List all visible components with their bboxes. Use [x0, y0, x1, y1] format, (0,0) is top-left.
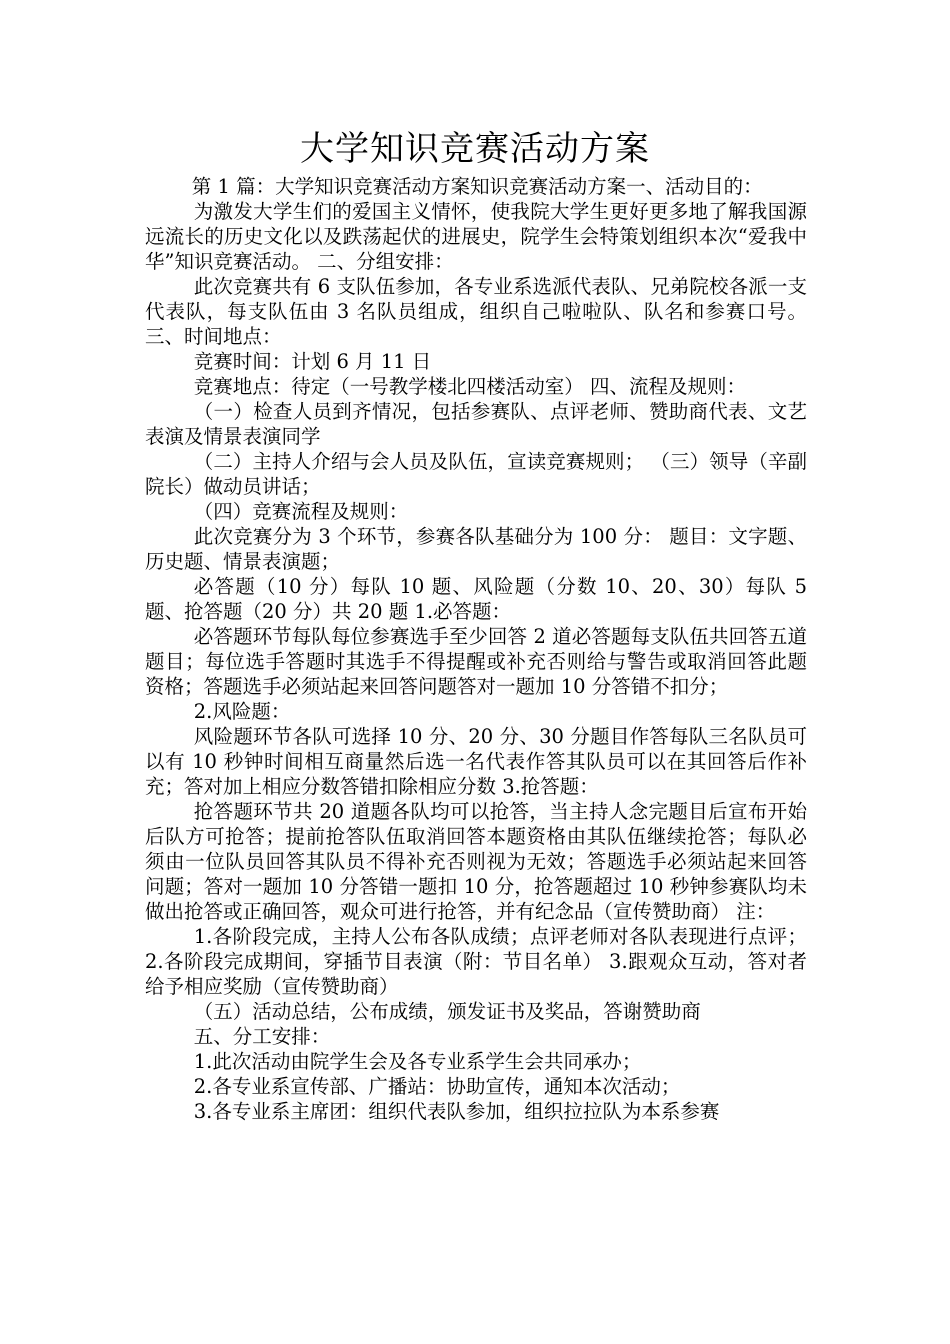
paragraph: 风险题环节各队可选择 10 分、20 分、30 分题目作答每队三名队员可以有 10 秒钟时间相互商量然后选一名代表作答其队员可以在其回答后作补充；答对加上相应分数答错扣除相应分数 3.抢答题： — [145, 725, 807, 798]
paragraph: 1.各阶段完成，主持人公布各队成绩；点评老师对各队表现进行点评； 2.各阶段完成期间，穿插节目表演（附：节目名单） 3.跟观众互动，答对者给予相应奖励（宣传赞助商） — [145, 925, 807, 998]
paragraph: 2.风险题： — [193, 700, 291, 723]
paragraph: 必答题环节每队每位参赛选手至少回答 2 道必答题每支队伍共回答五道题目；每位选手答题时其选手不得提醒或补充否则给与警告或取消回答此题资格；答题选手必须站起来回答问题答对一题加 10 分答错不扣分； — [145, 625, 807, 698]
document-title: 大学知识竞赛活动方案 — [300, 129, 650, 169]
paragraph: （五）活动总结，公布成绩，颁发证书及奖品，答谢赞助商 — [193, 1000, 701, 1023]
paragraph: （二）主持人介绍与会人员及队伍，宣读竞赛规则； （三）领导（辛副院长）做动员讲话； — [145, 450, 807, 498]
paragraph: 3.各专业系主席团：组织代表队参加，组织拉拉队为本系参赛 — [193, 1100, 720, 1123]
paragraph: 为激发大学生们的爱国主义情怀，使我院大学生更好更多地了解我国源远流长的历史文化以及跌荡起伏的进展史，院学生会特策划组织本次“爱我中华”知识竞赛活动。 二、分组安排： — [145, 200, 807, 273]
paragraph: （四）竞赛流程及规则： — [193, 500, 409, 523]
paragraph: 竞赛时间：计划 6 月 11 日 — [193, 350, 432, 373]
paragraph: 五、分工安排： — [193, 1025, 331, 1048]
paragraph: 此次竞赛分为 3 个环节，参赛各队基础分为 100 分： 题目：文字题、历史题、情景表演题； — [145, 525, 807, 573]
paragraph: 1.此次活动由院学生会及各专业系学生会共同承办； — [193, 1050, 642, 1073]
paragraph: 竞赛地点：待定（一号教学楼北四楼活动室） 四、流程及规则： — [193, 375, 746, 398]
paragraph: 必答题（10 分）每队 10 题、风险题（分数 10、20、30）每队 5 题、抢答题（20 分）共 20 题 1.必答题： — [145, 575, 807, 623]
document-body — [145, 174, 807, 1124]
paragraph: 抢答题环节共 20 道题各队均可以抢答，当主持人念完题目后宣布开始后队方可抢答；提前抢答队伍取消回答本题资格由其队伍继续抢答；每队必须由一位队员回答其队员不得补充否则视为无效；答题选手必须站起来回答问题；答对一题加 10 分答错一题扣 10 分，抢答题超过 10 秒钟参赛队均未做出抢答或正确回答，观众可进行抢答，并有纪念品（宣传赞助商） 注： — [145, 800, 807, 923]
paragraph: （一）检查人员到齐情况，包括参赛队、点评老师、赞助商代表、文艺表演及情景表演同学 — [145, 400, 807, 448]
paragraph: 第 1 篇：大学知识竞赛活动方案知识竞赛活动方案一、活动目的： — [191, 175, 763, 198]
paragraph: 此次竞赛共有 6 支队伍参加，各专业系选派代表队、兄弟院校各派一支代表队，每支队伍由 3 名队员组成，组织自己啦啦队、队名和参赛口号。 三、时间地点： — [145, 275, 807, 348]
paragraph: 2.各专业系宣传部、广播站：协助宣传，通知本次活动； — [193, 1075, 681, 1098]
